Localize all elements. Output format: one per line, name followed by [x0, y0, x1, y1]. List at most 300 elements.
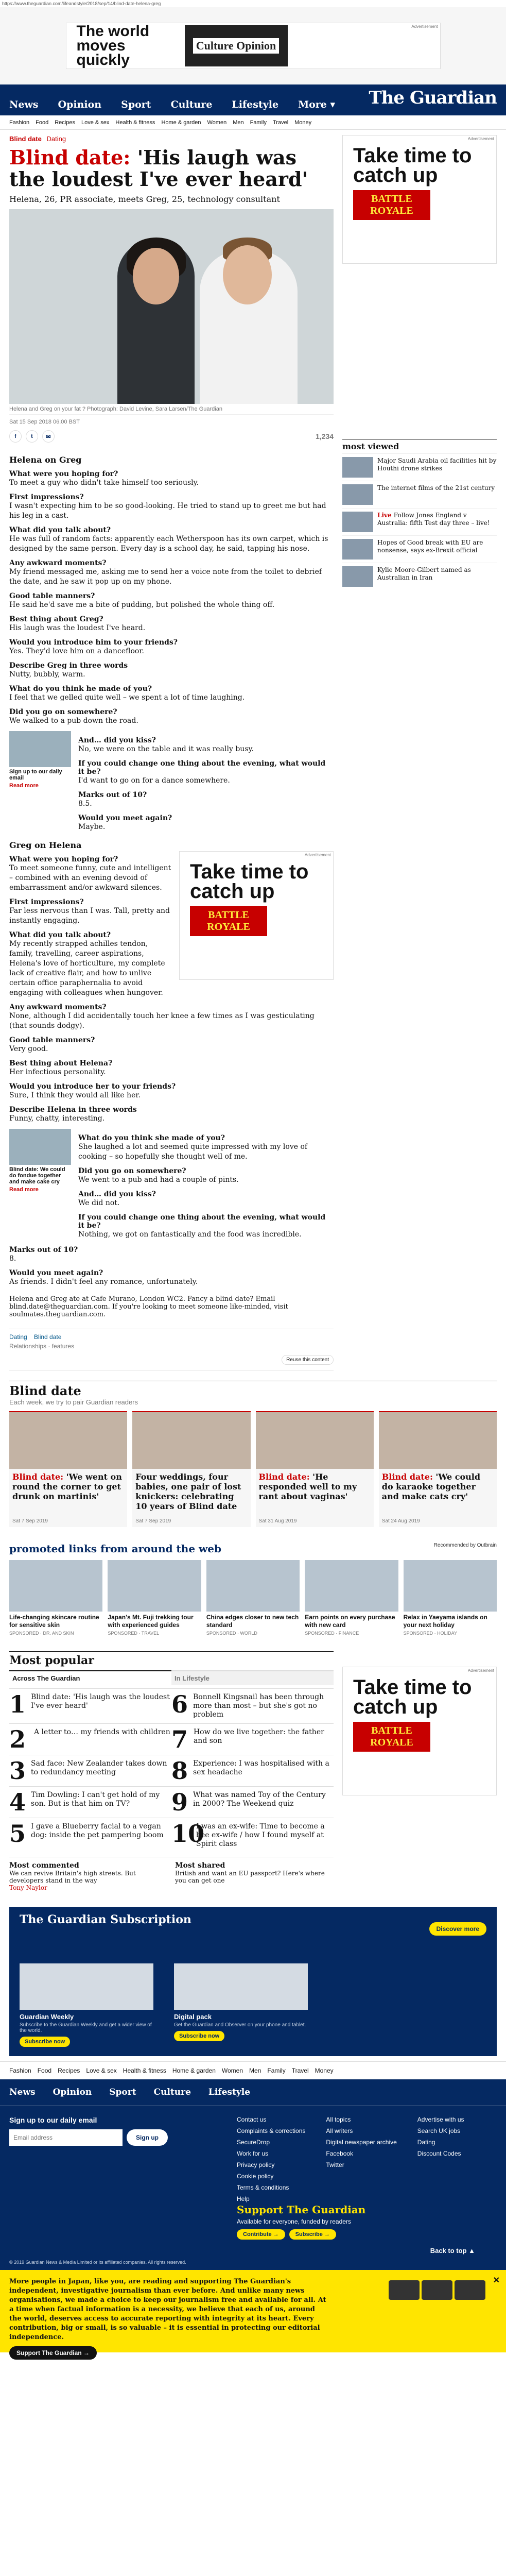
- nav-more[interactable]: More ▾: [298, 99, 336, 110]
- read-more-link[interactable]: Read more: [9, 1187, 39, 1193]
- most-popular-item[interactable]: [9, 1818, 171, 1853]
- card-image: [379, 1412, 497, 1469]
- nav-lifestyle[interactable]: Lifestyle: [232, 99, 279, 110]
- answer: She laughed a lot and seemed quite impressed with my love of cooking – so hopefully she thought well of me.: [78, 1143, 308, 1161]
- signup-heading: Sign up to our daily email: [9, 2116, 97, 2124]
- blind-date-section: [0, 1381, 506, 1527]
- magazine-image: [20, 1963, 153, 2010]
- most-popular-title: Tim Dowling: I can't get hold of my son. But is that him on TV?: [31, 1791, 160, 1808]
- footer-nav-news[interactable]: News: [9, 2087, 36, 2097]
- tag-link[interactable]: Blind date: [34, 1333, 62, 1341]
- footer-link[interactable]: Search UK jobs: [417, 2127, 461, 2134]
- top-advertisement: [0, 7, 506, 84]
- inline-related: [9, 731, 334, 833]
- question: Good table manners?: [9, 1036, 95, 1044]
- promoted-image: [108, 1560, 201, 1612]
- related-image: [9, 731, 71, 767]
- support-description: Available for everyone, funded by readers: [237, 2218, 351, 2225]
- article-body: [9, 455, 334, 1287]
- rank-number: 9: [171, 1788, 188, 1816]
- footer-nav-opinion[interactable]: Opinion: [53, 2087, 92, 2097]
- most-viewed-thumb: [342, 512, 373, 532]
- card-kicker: Blind date:: [258, 1472, 313, 1482]
- banner-text: More people in Japan, like you, are reading and supporting The Guardian's independent, investigative journalism than ever before. And unlike many news organisations, we made a choice to keep our journalism free and available for all. At a time when factual information is a necessity, we believe that each of us, around the world, deserves access to accurate reporting with integrity at its heart. Every contribution, big or small, is so valuable – it is essential in protecting our editorial independence.: [9, 2278, 326, 2341]
- answer: Maybe.: [78, 823, 106, 831]
- blind-date-cards: [9, 1411, 497, 1527]
- outbrain-label[interactable]: Recommended by Outbrain: [433, 1543, 497, 1548]
- most-viewed-item[interactable]: [342, 508, 497, 535]
- related-thumb[interactable]: [9, 731, 71, 833]
- promoted-source: SPONSORED · FINANCE: [305, 1631, 359, 1636]
- question: Did you go on somewhere?: [9, 708, 117, 716]
- footer-subnav-item[interactable]: Men: [249, 2067, 261, 2074]
- footer-nav-lifestyle[interactable]: Lifestyle: [208, 2087, 251, 2097]
- qa-group: [78, 731, 334, 833]
- headline-kicker: Blind date:: [9, 146, 131, 169]
- most-viewed-thumb: [342, 539, 373, 560]
- nav-culture[interactable]: Culture: [170, 99, 213, 110]
- footer-link[interactable]: Twitter: [326, 2161, 344, 2168]
- question: Marks out of 10?: [9, 1246, 78, 1254]
- most-popular-title: I was an ex-wife: Time to become a bee ex-wife / how I found myself at Spirit class: [196, 1822, 325, 1848]
- footer-link[interactable]: Privacy policy: [237, 2161, 275, 2168]
- promoted-title: Japan's Mt. Fuji trekking tour with experienced guides: [108, 1614, 194, 1629]
- promoted-title: Earn points on every purchase with new card: [305, 1614, 395, 1629]
- blind-date-card[interactable]: [9, 1411, 127, 1527]
- promoted-title: Relax in Yaeyama islands on your next holiday: [403, 1614, 487, 1629]
- reuse-bar: [9, 1350, 334, 1370]
- reuse-content-button[interactable]: Reuse this content: [282, 1355, 334, 1365]
- main-nav: [0, 84, 506, 115]
- ad-brand: BATTLE ROYALE: [353, 190, 430, 220]
- ad-title: Take time to catch up: [190, 860, 309, 903]
- most-popular: [0, 1651, 506, 1891]
- footer-link[interactable]: Cookie policy: [237, 2173, 274, 2180]
- promoted-grid: [9, 1560, 497, 1636]
- answer: Nothing, we got on fantastically and the food was incredible.: [78, 1230, 302, 1239]
- subnav-item[interactable]: Health & fitness: [115, 119, 155, 126]
- subnav-item[interactable]: Family: [250, 119, 267, 126]
- footer-subnav-item[interactable]: Family: [267, 2067, 286, 2074]
- promoted-heading: promoted links from around the web: [9, 1543, 221, 1555]
- card-title: [9, 1469, 127, 1518]
- sidebar-advertisement[interactable]: [342, 1667, 497, 1795]
- footer-subnav-item[interactable]: Home & garden: [172, 2067, 216, 2074]
- promoted-image: [206, 1560, 300, 1612]
- promoted-link[interactable]: [206, 1560, 300, 1636]
- email-share-icon[interactable]: ✉: [42, 430, 55, 443]
- inline-related: [9, 1129, 334, 1241]
- article-date: Sat 15 Sep 2018 06.00 BST: [9, 419, 80, 425]
- section-link[interactable]: Dating: [46, 135, 66, 143]
- answer: He was full of random facts: apparently each Wetherspoon has its own carpet, which is designed by the same person. Every day is a school day, he said, tapping his nose.: [9, 535, 328, 553]
- answer: As friends. I didn't feel any romance, unfortunately.: [9, 1278, 198, 1286]
- footer-link[interactable]: Advertise with us: [417, 2116, 464, 2123]
- promoted-source: SPONSORED · DR. AND SKIN: [9, 1631, 74, 1636]
- question: What were you hoping for?: [9, 470, 118, 478]
- right-rail: [342, 130, 497, 1370]
- most-viewed-list: [342, 453, 497, 590]
- footer-link[interactable]: Complaints & corrections: [237, 2127, 306, 2134]
- most-popular-title: How do we live together: the father and son: [193, 1728, 324, 1745]
- answer: Funny, chatty, interesting.: [9, 1114, 105, 1123]
- subscription-logo: The Guardian Subscription: [20, 1913, 191, 1926]
- question: Did you go on somewhere?: [78, 1167, 186, 1175]
- most-popular-title: Blind date: 'His laugh was the loudest I've ever heard': [31, 1693, 170, 1710]
- answer: Sure, I think they would all like her.: [9, 1091, 141, 1099]
- most-viewed-item[interactable]: [342, 535, 497, 563]
- card-image: [9, 1412, 127, 1469]
- footer-subnav-item[interactable]: Fashion: [9, 2067, 31, 2074]
- subnav-item[interactable]: Love & sex: [81, 119, 110, 126]
- subnav-item[interactable]: Fashion: [9, 119, 30, 126]
- most-popular-heading: Most popular: [9, 1651, 334, 1667]
- subscribe-button[interactable]: Subscribe now: [174, 2031, 224, 2041]
- back-to-top-link[interactable]: Back to top ▲: [430, 2247, 475, 2255]
- url-bar: https://www.theguardian.com/lifeandstyle/2018/sep/14/blind-date-helena-greg: [2, 1, 161, 6]
- live-label: Live: [377, 512, 394, 519]
- most-commented-author: Tony Naylor: [9, 1884, 47, 1891]
- most-viewed-title: [377, 566, 497, 587]
- footer-link[interactable]: All writers: [326, 2127, 353, 2134]
- question: Good table manners?: [9, 592, 95, 600]
- promoted-link[interactable]: [108, 1560, 201, 1636]
- contribute-button[interactable]: Contribute →: [237, 2229, 285, 2240]
- qa-section-heading: Helena on Greg: [9, 455, 82, 465]
- ad-label: Advertisement: [411, 24, 438, 29]
- question: Describe Helena in three words: [9, 1106, 137, 1114]
- answer: None, although I did accidentally touch her knee a few times as I was gesticulating (that sounds dodgy).: [9, 1012, 315, 1030]
- card-date: Sat 7 Sep 2019: [135, 1518, 171, 1524]
- ad-title: Take time to catch up: [353, 144, 472, 187]
- card-kicker: Blind date:: [12, 1472, 66, 1482]
- related-title: Sign up to our daily email: [9, 769, 62, 781]
- card-headline: Four weddings, four babies, one pair of lost knickers: celebrating 10 years of Blind date: [135, 1472, 241, 1511]
- footer-col-2: [326, 2116, 396, 2207]
- footer-subnav-item[interactable]: Money: [315, 2067, 334, 2074]
- most-popular-item[interactable]: [9, 1786, 171, 1818]
- share-count: 1,234: [315, 432, 334, 440]
- devices-image: [174, 1963, 308, 2010]
- footer-subnav-item[interactable]: Recipes: [58, 2067, 80, 2074]
- tab-across-guardian[interactable]: Across The Guardian: [9, 1670, 171, 1685]
- most-popular-item[interactable]: [9, 1755, 171, 1786]
- most-viewed-thumb: [342, 566, 373, 587]
- promoted-image: [404, 1560, 497, 1612]
- section-subheading: Each week, we try to pair Guardian readers: [9, 1398, 138, 1406]
- promoted-image: [9, 1560, 102, 1612]
- most-popular-item[interactable]: [171, 1688, 334, 1723]
- article-footnote: Helena and Greg ate at Cafe Murano, London WC2. Fancy a blind date? Email blind.date@theguardian.com. If you're looking to meet someone like-minded, visit soulmates.theguardian.com.: [9, 1295, 288, 1318]
- promoted-image: [305, 1560, 398, 1612]
- footer-col-1: [237, 2116, 305, 2207]
- ad-label: Advertisement: [467, 137, 494, 141]
- subnav-item[interactable]: Money: [294, 119, 312, 126]
- article-main: [9, 130, 334, 1370]
- facebook-share-icon[interactable]: f: [9, 430, 22, 443]
- question: What were you hoping for?: [9, 855, 118, 863]
- answer: My recently strapped achilles tendon, family, travelling, career aspirations, Helena's love of horticulture, my complete lack of creative flair, and how to unlive certain office paraphernalia to avoid engaging with colleagues when hungover.: [9, 940, 165, 997]
- question: What did you talk about?: [9, 526, 111, 534]
- footer-col-3: [417, 2116, 464, 2207]
- question: Would you meet again?: [9, 1269, 103, 1277]
- card-headline: 'We went on round the corner to get drunk on martinis': [12, 1472, 122, 1501]
- card-date: Sat 7 Sep 2019: [12, 1518, 48, 1524]
- most-viewed-text: Major Saudi Arabia oil facilities hit by Houthi drone strikes: [377, 457, 497, 472]
- payment-cards-image: [387, 2280, 485, 2300]
- most-viewed-title: [377, 457, 497, 478]
- most-popular-item[interactable]: [171, 1818, 334, 1853]
- ad-label: Advertisement: [304, 853, 331, 857]
- question: First impressions?: [9, 898, 84, 906]
- subnav-item[interactable]: Recipes: [55, 119, 75, 126]
- answer: We walked to a pub down the road.: [9, 717, 138, 725]
- promoted-link[interactable]: [9, 1560, 102, 1636]
- rank-number: 5: [9, 1820, 26, 1848]
- footer-nav-sport[interactable]: Sport: [109, 2087, 136, 2097]
- footer-subnav-item[interactable]: Travel: [291, 2067, 309, 2074]
- most-popular-item[interactable]: [171, 1723, 334, 1755]
- card-headline: 'We could do karaoke together and make cats cry': [381, 1472, 481, 1501]
- share-bar: [9, 427, 334, 448]
- most-commented-heading: Most commented: [9, 1861, 79, 1870]
- subscription-promo: [9, 1907, 497, 2056]
- answer: No, we were on the table and it was really busy.: [78, 745, 254, 753]
- most-popular-title: I gave a Blueberry facial to a vegan dog: inside the pet pampering boom: [31, 1822, 164, 1839]
- image-caption: Helena and Greg on your fat ? Photograph: David Levine, Sara Larsen/The Guardian: [9, 404, 334, 415]
- footer-subnav-item[interactable]: Women: [221, 2067, 243, 2074]
- promoted-source: SPONSORED · HOLIDAY: [403, 1631, 457, 1636]
- most-popular-item[interactable]: [9, 1688, 171, 1723]
- subscribe-button[interactable]: Subscribe →: [289, 2229, 336, 2240]
- footer-link[interactable]: Help: [237, 2195, 250, 2202]
- most-viewed: [342, 434, 497, 590]
- signup-button[interactable]: Sign up: [127, 2129, 168, 2146]
- most-viewed-item[interactable]: [342, 481, 497, 508]
- answer: We went to a pub and had a couple of pints.: [78, 1176, 239, 1184]
- most-viewed-item[interactable]: [342, 453, 497, 481]
- answer: Nutty, bubbly, warm.: [9, 670, 85, 679]
- photo-face: [133, 248, 179, 304]
- footer-subnav-item[interactable]: Health & fitness: [123, 2067, 166, 2074]
- sidebar-advertisement[interactable]: [342, 135, 497, 264]
- qa-section-heading: Greg on Helena: [9, 840, 82, 850]
- most-viewed-title: [377, 484, 495, 505]
- question: What do you think he made of you?: [9, 685, 152, 693]
- photo-face: [223, 245, 272, 304]
- nav-opinion[interactable]: Opinion: [58, 99, 102, 110]
- support-guardian-button[interactable]: Support The Guardian →: [9, 2346, 97, 2360]
- answer: Far less nervous than I was. Tall, pretty and instantly engaging.: [9, 907, 170, 925]
- ad-creative[interactable]: [66, 23, 441, 69]
- sub-nav: [0, 115, 506, 130]
- most-viewed-thumb: [342, 484, 373, 505]
- question: Any awkward moments?: [9, 1003, 107, 1011]
- card-image: [256, 1412, 374, 1469]
- ad-image: [185, 25, 288, 66]
- promoted-source: SPONSORED · WORLD: [206, 1631, 257, 1636]
- footer-link[interactable]: Discount Codes: [417, 2150, 461, 2157]
- question: Would you introduce her to your friends?: [9, 1082, 176, 1091]
- discover-more-button[interactable]: Discover more: [429, 1922, 486, 1936]
- most-viewed-title: [377, 512, 497, 532]
- rank-number: 3: [9, 1757, 26, 1785]
- subnav-item[interactable]: Home & garden: [161, 119, 201, 126]
- hero-image: [9, 209, 334, 404]
- card-date: Sat 31 Aug 2019: [258, 1518, 297, 1524]
- ad-content: [180, 852, 333, 946]
- twitter-share-icon[interactable]: t: [26, 430, 38, 443]
- question: Best thing about Greg?: [9, 615, 103, 623]
- most-popular-title: Experience: I was hospitalised with a sex headache: [193, 1759, 329, 1776]
- subnav-item[interactable]: Travel: [272, 119, 289, 126]
- related-image: [9, 1129, 71, 1165]
- most-viewed-title: [377, 539, 497, 560]
- footer-link[interactable]: Work for us: [237, 2150, 269, 2157]
- most-viewed-thumb: [342, 457, 373, 478]
- promoted-link[interactable]: [404, 1560, 497, 1636]
- most-popular-title: Bonnell Kingsnail has been through more than most – but she's got no problem: [193, 1693, 324, 1719]
- most-viewed-item[interactable]: [342, 563, 497, 590]
- footer-link[interactable]: Digital newspaper archive: [326, 2139, 397, 2146]
- promoted-link[interactable]: [305, 1560, 398, 1636]
- close-icon[interactable]: ✕: [493, 2276, 500, 2285]
- footer-subnav-item[interactable]: Food: [37, 2067, 52, 2074]
- footer-links: [237, 2116, 464, 2207]
- standfirst: Helena, 26, PR associate, meets Greg, 25, technology consultant: [9, 194, 280, 204]
- blind-date-card[interactable]: [256, 1411, 374, 1527]
- inline-advertisement[interactable]: [179, 851, 334, 980]
- most-popular-item[interactable]: [171, 1786, 334, 1818]
- ad-headline: The world moves quickly: [76, 23, 150, 69]
- question: Marks out of 10?: [78, 791, 147, 799]
- email-input[interactable]: [9, 2129, 123, 2146]
- answer: 8.5.: [78, 800, 92, 808]
- promoted-source: SPONSORED · TRAVEL: [108, 1631, 160, 1636]
- subnav-item[interactable]: Men: [233, 119, 244, 126]
- most-viewed-text: Follow Jones England v Australia: fifth Test day three – live!: [377, 512, 490, 527]
- most-popular-title: A letter to… my friends with children: [34, 1728, 170, 1736]
- answer: He said he'd save me a bite of pudding, but polished the whole thing off.: [9, 601, 275, 609]
- most-viewed-text: Kylie Moore-Gilbert named as Australian in Iran: [377, 566, 471, 581]
- subnav-item[interactable]: Food: [36, 119, 49, 126]
- answer: His laugh was the loudest I've heard.: [9, 624, 146, 632]
- most-shared[interactable]: [175, 1861, 334, 1891]
- ad-label: Advertisement: [467, 1668, 494, 1673]
- subscribe-button[interactable]: Subscribe now: [20, 2037, 70, 2047]
- panel-description: Subscribe to the Guardian Weekly and get a wider view of the world.: [20, 2022, 152, 2033]
- question: And… did you kiss?: [78, 736, 156, 744]
- footer-link[interactable]: All topics: [326, 2116, 351, 2123]
- footer-subnav-item[interactable]: Love & sex: [86, 2067, 117, 2074]
- rank-number: 8: [171, 1757, 188, 1785]
- card-image: [132, 1412, 250, 1469]
- question: What do you think she made of you?: [78, 1134, 225, 1142]
- rank-number: 4: [9, 1788, 26, 1816]
- guardian-logo[interactable]: The Guardian: [369, 88, 497, 108]
- promoted-links: [0, 1543, 506, 1636]
- blind-date-card[interactable]: [132, 1411, 250, 1527]
- question: If you could change one thing about the evening, what would it be?: [78, 759, 326, 776]
- answer: I wasn't expecting him to be so good-looking. He tried to stand up to greet me but had his leg in a cast.: [9, 502, 326, 520]
- footer-link[interactable]: SecureDrop: [237, 2139, 270, 2146]
- footer-link[interactable]: Dating: [417, 2139, 435, 2146]
- ad-brand: Culture Opinion: [193, 38, 279, 54]
- question: Would you meet again?: [78, 814, 172, 822]
- support-heading: Support The Guardian: [237, 2204, 366, 2216]
- article-tags: [9, 1329, 334, 1350]
- panel-title: Guardian Weekly: [20, 2013, 74, 2021]
- answer: Yes. They'd love him on a dancefloor.: [9, 647, 144, 655]
- panel-title: Digital pack: [174, 2013, 212, 2021]
- footer: [0, 2105, 506, 2270]
- related-thumb[interactable]: [9, 1129, 71, 1241]
- most-viewed-heading: most viewed: [342, 439, 497, 453]
- tab-in-lifestyle[interactable]: In Lifestyle: [171, 1670, 334, 1685]
- answer: We did not.: [78, 1199, 120, 1207]
- most-viewed-text: Hopes of Good break with EU are nonsense, says ex-Brexit official: [377, 539, 483, 554]
- rank-number: 2: [9, 1725, 26, 1753]
- footer-link[interactable]: Terms & conditions: [237, 2184, 289, 2191]
- most-popular-title: Sad face: New Zealander takes down to redundancy meeting: [31, 1759, 167, 1776]
- kicker-link[interactable]: Blind date: [9, 135, 42, 143]
- section-heading[interactable]: Blind date: [9, 1381, 497, 1398]
- tag-link[interactable]: Dating: [9, 1333, 27, 1341]
- most-popular-item[interactable]: [9, 1723, 171, 1755]
- article-kicker: [9, 135, 334, 143]
- nav-news[interactable]: News: [9, 99, 39, 110]
- promoted-title: Life-changing skincare routine for sensitive skin: [9, 1614, 99, 1629]
- most-shared-heading: Most shared: [175, 1861, 225, 1870]
- footer-link[interactable]: Contact us: [237, 2116, 267, 2123]
- footer-nav-culture[interactable]: Culture: [153, 2087, 191, 2097]
- question: Would you introduce him to your friends?: [9, 638, 178, 647]
- card-title: [256, 1469, 374, 1518]
- question: Any awkward moments?: [9, 559, 107, 567]
- ad-title: Take time to catch up: [353, 1676, 472, 1718]
- card-headline: 'He responded well to my rant about vaginas': [258, 1472, 357, 1501]
- subnav-item[interactable]: Women: [207, 119, 227, 126]
- article-layout: [0, 130, 506, 1370]
- footer-link[interactable]: Facebook: [326, 2150, 354, 2157]
- ad-brand: BATTLE ROYALE: [353, 1722, 430, 1752]
- support-banner: [0, 2270, 506, 2357]
- nav-sport[interactable]: Sport: [121, 99, 151, 110]
- footer-subnav: [0, 2061, 506, 2079]
- question: First impressions?: [9, 493, 84, 501]
- blind-date-card[interactable]: [379, 1411, 497, 1527]
- promoted-title: China edges closer to new tech standard: [206, 1614, 299, 1629]
- most-popular-list: [9, 1688, 334, 1853]
- question: If you could change one thing about the evening, what would it be?: [78, 1213, 326, 1230]
- most-commented[interactable]: [9, 1861, 168, 1891]
- card-kicker: Blind date:: [381, 1472, 436, 1482]
- copyright: © 2019 Guardian News & Media Limited or its affiliated companies. All rights reserved.: [9, 2260, 186, 2265]
- question: Best thing about Helena?: [9, 1059, 113, 1067]
- most-viewed-text: The internet films of the 21st century: [377, 484, 495, 492]
- answer: I'd want to go on for a dance somewhere.: [78, 776, 230, 785]
- most-popular-title: What was named Toy of the Century in 2000? The Weekend quiz: [193, 1791, 326, 1808]
- most-popular-item[interactable]: [171, 1755, 334, 1786]
- rank-number: 6: [171, 1690, 188, 1718]
- most-commented-title: We can revive Britain's high streets. But developers stand in the way: [9, 1870, 136, 1884]
- answer: 8.: [9, 1255, 16, 1263]
- card-title: [379, 1469, 497, 1518]
- answer: Very good.: [9, 1045, 48, 1053]
- question: And… did you kiss?: [78, 1190, 156, 1198]
- read-more-link[interactable]: Read more: [9, 783, 39, 789]
- rank-number: 10: [171, 1820, 205, 1848]
